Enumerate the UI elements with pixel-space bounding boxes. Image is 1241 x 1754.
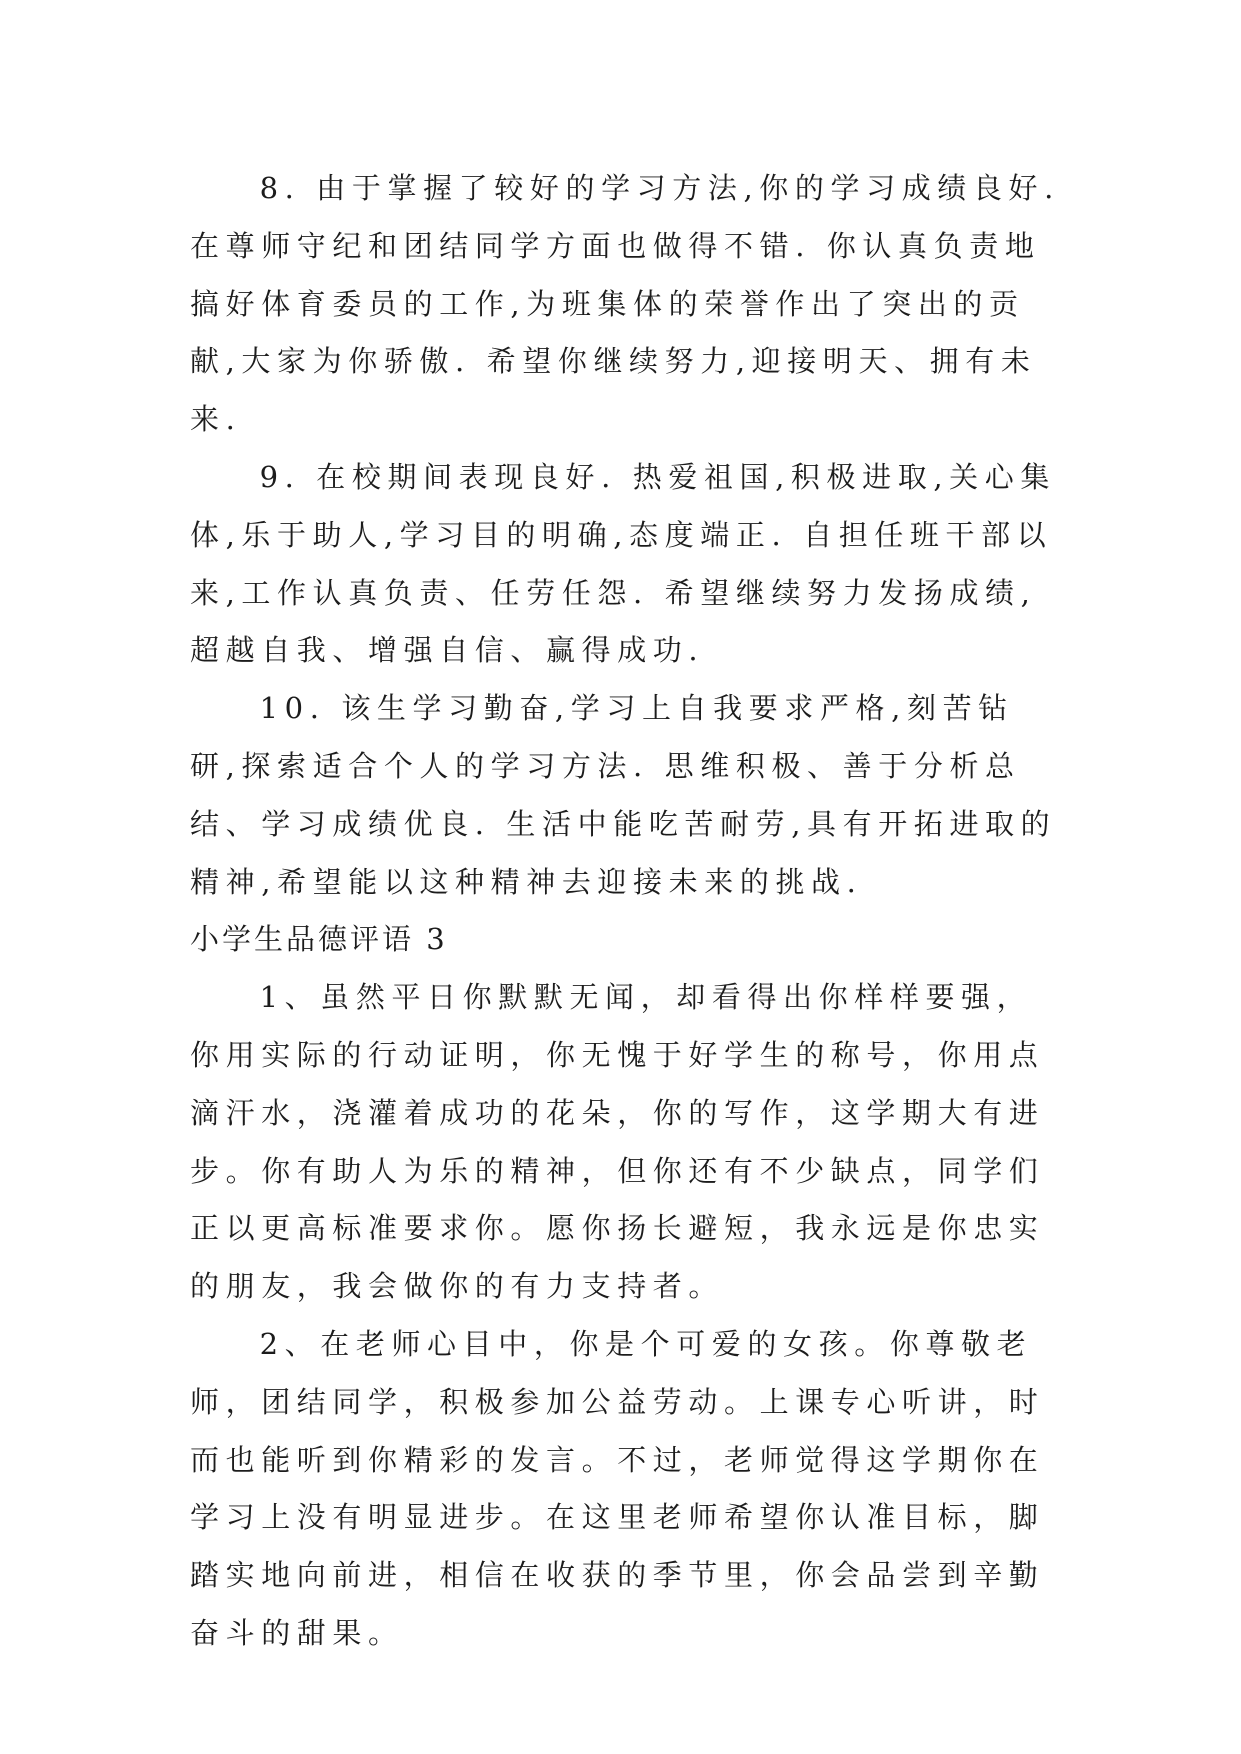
- comment-paragraph-10: 10. 该生学习勤奋,学习上自我要求严格,刻苦钻研,探索适合个人的学习方法. 思维积极、善于分析总结、学习成绩优良. 生活中能吃苦耐劳,具有开拓进取的精神,希望能以这种精神去迎接未来的挑战.: [190, 691, 1057, 899]
- document-body: [190, 160, 1060, 1663]
- comment-paragraph-9: 9. 在校期间表现良好. 热爱祖国,积极进取,关心集体,乐于助人,学习目的明确,态度端正. 自担任班干部以来,工作认真负责、任劳任怨. 希望继续努力发扬成绩,超越自我、增强自信、赢得成功.: [190, 459, 1056, 668]
- comment-paragraph-1: 1、虽然平日你默默无闻，却看得出你样样要强，你用实际的行动证明，你无愧于好学生的称号，你用点滴汗水，浇灌着成功的花朵，你的写作，这学期大有进步。你有助人为乐的精神，但你还有不少缺点，同学们正以更高标准要求你。愿你扬长避短，我永远是你忠实的朋友，我会做你的有力支持者。: [190, 980, 1045, 1304]
- comment-paragraph-8: 8. 由于掌握了较好的学习方法,你的学习成绩良好. 在尊师守纪和团结同学方面也做得不错. 你认真负责地搞好体育委员的工作,为班集体的荣誉作出了突出的贡献,大家为你骄傲. 希望你继续努力,迎接明天、拥有未来.: [190, 171, 1060, 437]
- comment-paragraph-2: 2、在老师心目中，你是个可爱的女孩。你尊敬老师，团结同学，积极参加公益劳动。上课专心听讲，时而也能听到你精彩的发言。不过，老师觉得这学期你在学习上没有明显进步。在这里老师希望你认准目标，脚踏实地向前进，相信在收获的季节里，你会品尝到辛勤奋斗的甜果。: [190, 1326, 1045, 1650]
- section-heading: 小学生品德评语 3: [190, 922, 448, 957]
